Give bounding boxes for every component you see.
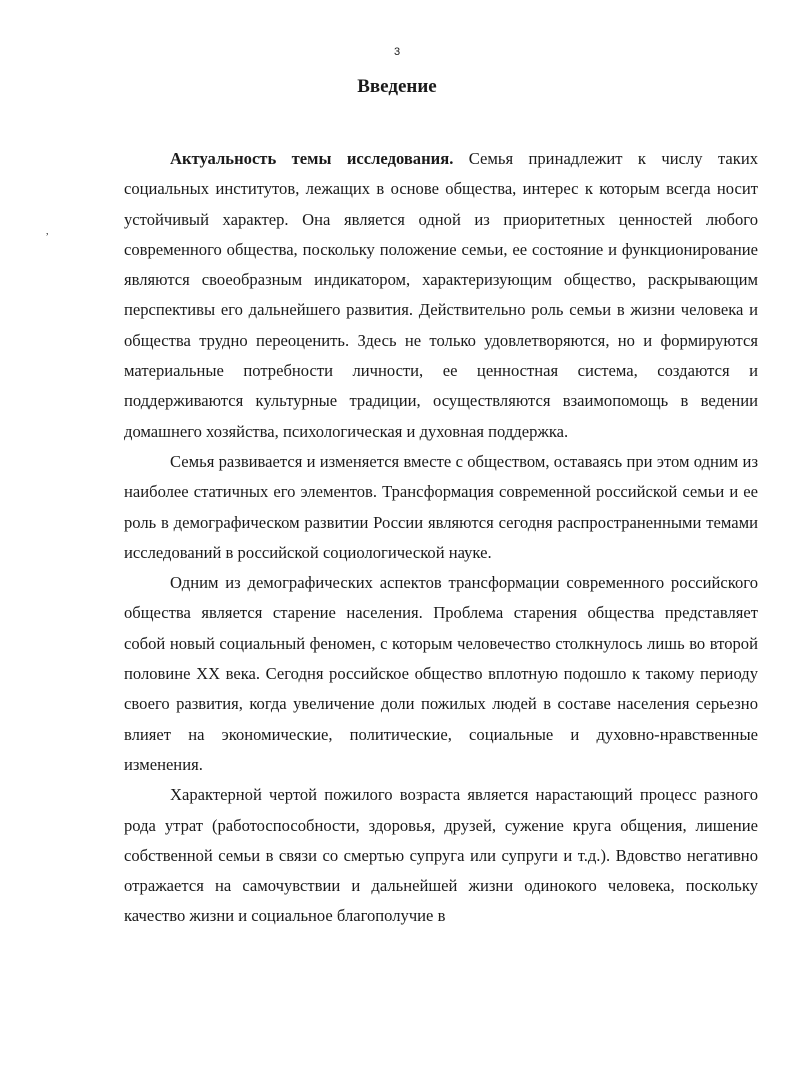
document-body [124, 144, 758, 932]
paragraph-text: Семья принадлежит к числу таких социальных институтов, лежащих в основе общества, интерес к которым всегда носит устойчивый характер. Она является одной из приоритетных ценностей любого современного общества, поскольку положение семьи, ее состояние и функционирование являются своеобразным индикатором, характеризующим общество, раскрывающим перспективы его дальнейшего развития. Действительно роль семьи в жизни человека и общества трудно переоценить. Здесь не только удовлетворяются, но и формируются материальные потребности личности, ее ценностная система, создаются и поддерживаются культурные традиции, осуществляются взаимопомощь в ведении домашнего хозяйства, психологическая и духовная поддержка. [124, 149, 758, 441]
paragraph-population-aging: Одним из демографических аспектов трансформации современного российского общества является старение населения. Проблема старения общества представляет собой новый социальный феномен, с которым человечество столкнулось лишь во второй половине XX века. Сегодня российское общество вплотную подошло к такому периоду своего развития, когда увеличение доли пожилых людей в составе населения серьезно влияет на экономические, политические, социальные и духовно-нравственные изменения. [124, 573, 758, 774]
paragraph-family-transformation: Семья развивается и изменяется вместе с обществом, оставаясь при этом одним из наиболее статичных его элементов. Трансформация современной российской семьи и ее роль в демографическом развитии России являются сегодня распространенными темами исследований в российской социологической науке. [124, 451, 758, 562]
paragraph-lead: Актуальность темы исследования. [170, 149, 454, 168]
page-title: Введение [357, 76, 437, 97]
page-number: 3 [393, 46, 401, 58]
stray-mark: , [46, 226, 49, 237]
paragraph-elderly-losses: Характерной чертой пожилого возраста является нарастающий процесс разного рода утрат (работоспособности, здоровья, друзей, сужение круга общения, лишение собственной семьи в связи со смертью супруга или супруги и т.д.). Вдовство негативно отражается на самочувствии и дальнейшей жизни одинокого человека, поскольку качество жизни и социальное благополучие в [124, 785, 758, 926]
paragraph-relevance [124, 144, 758, 447]
